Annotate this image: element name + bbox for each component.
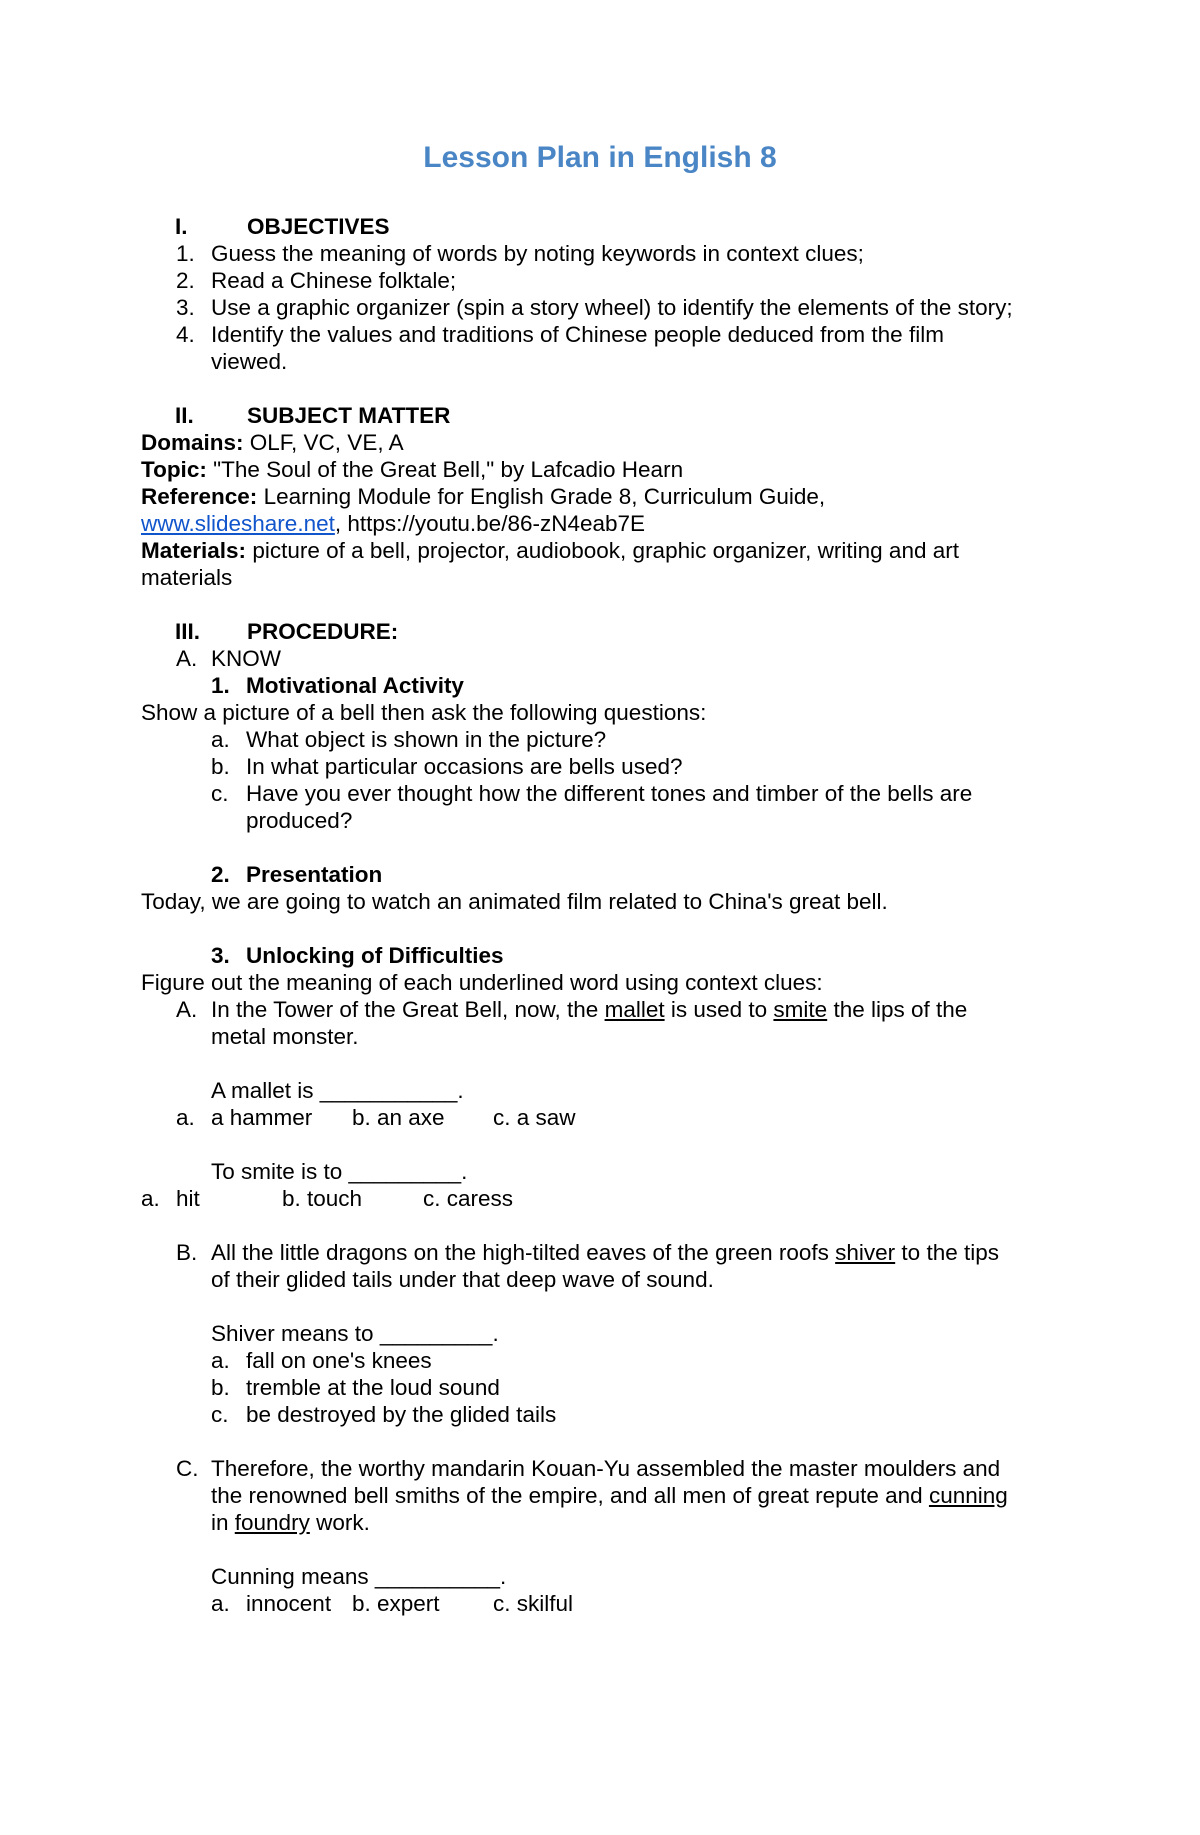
item-c-sentence: Therefore, the worthy mandarin Kouan-Yu assembled the master moulders and [211,1456,1001,1481]
list-number: 3. [176,295,195,320]
sentence-part: in [211,1510,235,1535]
unlocking-number: 3. [211,943,230,968]
reference-label: Reference: [141,484,258,509]
option-text: a hammer [211,1105,313,1130]
list-number: 4. [176,322,195,347]
item-c-sentence-line2 [211,1482,1008,1509]
mallet-question: A mallet is ___________. [211,1078,464,1103]
page-title: Lesson Plan in English 8 [423,141,777,174]
list-item: Read a Chinese folktale; [211,268,457,293]
option-text: b. expert [352,1591,440,1616]
materials-value: picture of a bell, projector, audiobook, graphic organizer, writing and art [252,538,959,563]
subject-matter-heading: SUBJECT MATTER [247,403,451,428]
option-text: tremble at the loud sound [246,1375,500,1400]
question-continuation: produced? [246,808,353,833]
youtube-url: , https://youtu.be/86-zN4eab7E [334,511,646,536]
item-letter: C. [176,1456,199,1481]
item-a-sentence-continuation: metal monster. [211,1024,359,1049]
smite-question: To smite is to _________. [211,1159,468,1184]
presentation-heading: Presentation [246,862,383,887]
option-text: c. a saw [493,1105,576,1130]
option-text: c. skilful [493,1591,574,1616]
item-c-sentence-line3 [211,1509,370,1536]
question-letter: b. [211,754,230,779]
shiver-question: Shiver means to _________. [211,1321,499,1346]
option-text: c. caress [423,1186,514,1211]
question-letter: c. [211,781,229,806]
sentence-part: to the tips [895,1240,999,1265]
list-item: Identify the values and traditions of Chinese people deduced from the film [211,322,944,347]
item-letter: B. [176,1240,198,1265]
procedure-heading: PROCEDURE: [247,619,399,644]
option-letter: a. [176,1105,195,1130]
domains-label: Domains: [141,430,244,455]
sentence-part: the renowned bell smiths of the empire, and all men of great repute and [211,1483,929,1508]
section-numeral: II. [175,403,194,428]
list-item: Guess the meaning of words by noting keywords in context clues; [211,241,864,266]
underlined-word-shiver: shiver [835,1240,896,1265]
underlined-word-cunning: cunning [928,1483,1008,1508]
sentence-part: All the little dragons on the high-tilted eaves of the green roofs [211,1240,836,1265]
item-b-sentence-continuation: of their glided tails under that deep wave of sound. [211,1267,714,1292]
cunning-question: Cunning means __________. [211,1564,507,1589]
option-text: fall on one's knees [246,1348,432,1373]
option-text: b. touch [282,1186,363,1211]
option-letter: a. [211,1348,230,1373]
section-numeral: I. [175,214,188,239]
question-text: What object is shown in the picture? [246,727,607,752]
list-item: Use a graphic organizer (spin a story wheel) to identify the elements of the story; [211,295,1013,320]
question-letter: a. [211,727,230,752]
option-text: innocent [246,1591,332,1616]
list-number: 2. [176,268,195,293]
underlined-word-smite: smite [773,997,828,1022]
underlined-word-foundry: foundry [234,1510,310,1535]
unlocking-intro: Figure out the meaning of each underlined word using context clues: [141,970,823,995]
topic-line [141,456,683,483]
objectives-heading: OBJECTIVES [247,214,390,239]
reference-line [141,483,825,510]
section-numeral: III. [175,619,201,644]
domains-value: OLF, VC, VE, A [249,430,404,455]
option-letter: a. [211,1591,230,1616]
know-label: KNOW [211,646,281,671]
reference-links-line [141,510,645,537]
motivational-number: 1. [211,673,230,698]
question-text: In what particular occasions are bells used? [246,754,683,779]
slideshare-link[interactable]: www.slideshare.net [141,511,335,536]
reference-value: Learning Module for English Grade 8, Curriculum Guide, [263,484,826,509]
list-item-continuation: viewed. [211,349,288,374]
option-letter: a. [141,1186,160,1211]
materials-line [141,537,959,564]
motivational-intro: Show a picture of a bell then ask the following questions: [141,700,707,725]
sentence-part: work. [309,1510,370,1535]
list-number: 1. [176,241,195,266]
domains-line [141,429,404,456]
materials-label: Materials: [141,538,247,563]
question-text: Have you ever thought how the different tones and timber of the bells are [246,781,973,806]
presentation-text: Today, we are going to watch an animated film related to China's great bell. [141,889,888,914]
sentence-part: is used to [664,997,774,1022]
underlined-word-mallet: mallet [604,997,665,1022]
unlocking-heading: Unlocking of Difficulties [246,943,504,968]
item-letter: A. [176,997,198,1022]
sentence-part: the lips of the [827,997,968,1022]
motivational-heading: Motivational Activity [246,673,464,698]
option-text: hit [176,1186,200,1211]
option-text: b. an axe [352,1105,445,1130]
sentence-part: In the Tower of the Great Bell, now, the [211,997,605,1022]
know-letter: A. [176,646,198,671]
item-a-sentence [211,996,967,1023]
topic-label: Topic: [141,457,207,482]
item-b-sentence [211,1239,999,1266]
topic-value: "The Soul of the Great Bell," by Lafcadio Hearn [213,457,684,482]
option-letter: b. [211,1375,230,1400]
presentation-number: 2. [211,862,230,887]
option-letter: c. [211,1402,229,1427]
materials-continuation: materials [141,565,233,590]
option-text: be destroyed by the glided tails [246,1402,557,1427]
